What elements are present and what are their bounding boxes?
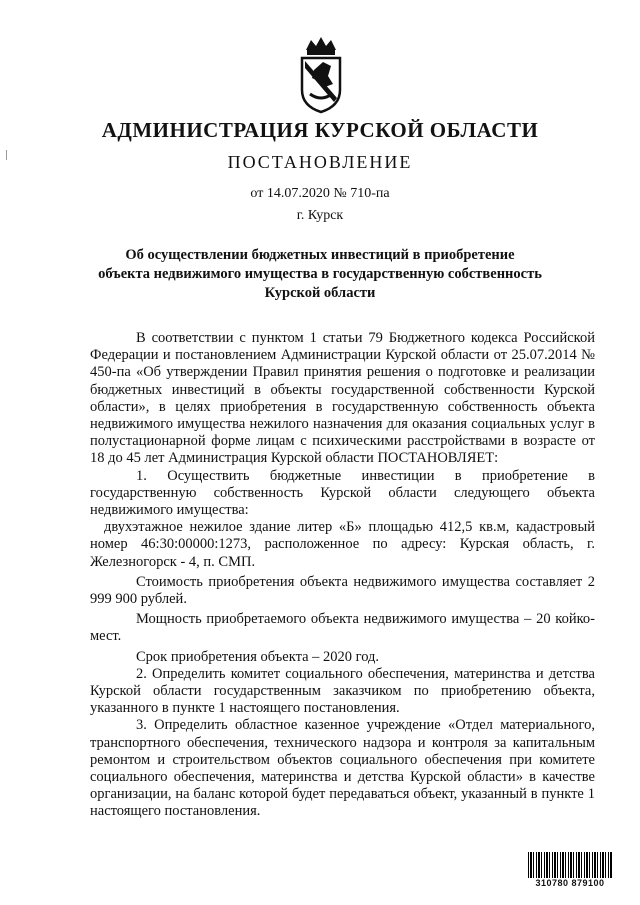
item-1-paragraph: 1. Осуществить бюджетные инвестиции в приобретение в государственную собственность Курской области следующего объекта недвижимого имущества: bbox=[90, 467, 595, 519]
item-1-term-paragraph: Срок приобретения объекта – 2020 год. bbox=[136, 648, 380, 665]
subject-line: объекта недвижимого имущества в государственную собственность bbox=[98, 266, 542, 282]
item-2-paragraph: 2. Определить комитет социального обеспечения, материнства и детства Курской области государственным заказчиком по приобретению объекта, указанного в пункте 1 настоящего постановления. bbox=[90, 665, 595, 717]
item-1-capacity-paragraph: Мощность приобретаемого объекта недвижимого имущества – 20 койко-мест. bbox=[90, 611, 595, 645]
item-1-cost-paragraph: Стоимость приобретения объекта недвижимого имущества составляет 2 999 900 рублей. bbox=[90, 573, 595, 608]
subject-line: Об осуществлении бюджетных инвестиций в приобретение bbox=[125, 247, 515, 263]
item-1-object-paragraph: двухэтажное нежилое здание литер «Б» площадью 412,5 кв.м, кадастровый номер 46:30:00000:1273, расположенное по адресу: Курская область, г. Железногорск - 4, п. СМП. bbox=[90, 519, 595, 570]
document-barcode bbox=[528, 852, 612, 888]
organization-title: АДМИНИСТРАЦИЯ КУРСКОЙ ОБЛАСТИ bbox=[101, 118, 539, 142]
document-subject bbox=[80, 246, 560, 303]
kursk-coat-of-arms-icon bbox=[298, 32, 344, 114]
subject-line: Курской области bbox=[264, 285, 376, 301]
preamble-paragraph: В соответствии с пунктом 1 статьи 79 Бюджетного кодекса Российской Федерации и постановлением Администрации Курской области от 25.07.2014 № 450-па «Об утверждении Правил принятия решения о подготовке и реализации бюджетных инвестиций в объекты государственной собственности Курской области», в целях приобретения в государственную собственность объекта недвижимого имущества нежилого назначения для оказания социальных услуг в полустационарной форме лицам с психическими расстройствами в возрасте от 18 до 45 лет Администрация Курской области ПОСТАНОВЛЯЕТ: bbox=[90, 330, 595, 467]
barcode-number: 310780 879100 bbox=[535, 878, 605, 888]
document-type: ПОСТАНОВЛЕНИЕ bbox=[227, 152, 413, 172]
document-body bbox=[90, 330, 595, 821]
barcode-bars bbox=[528, 852, 612, 878]
document-city: г. Курск bbox=[296, 208, 344, 223]
document-date-number: от 14.07.2020 № 710-па bbox=[250, 186, 390, 201]
item-3-paragraph: 3. Определить областное казенное учреждение «Отдел материального, транспортного обеспечения, технического надзора и контроля за капитальным ремонтом и строительством объектов социального обеспечения при комитете социального обеспечения, материнства и детства Курской области» в качестве организации, на баланс которой будет передаваться объект, указанный в пункте 1 настоящего постановления. bbox=[90, 717, 595, 820]
